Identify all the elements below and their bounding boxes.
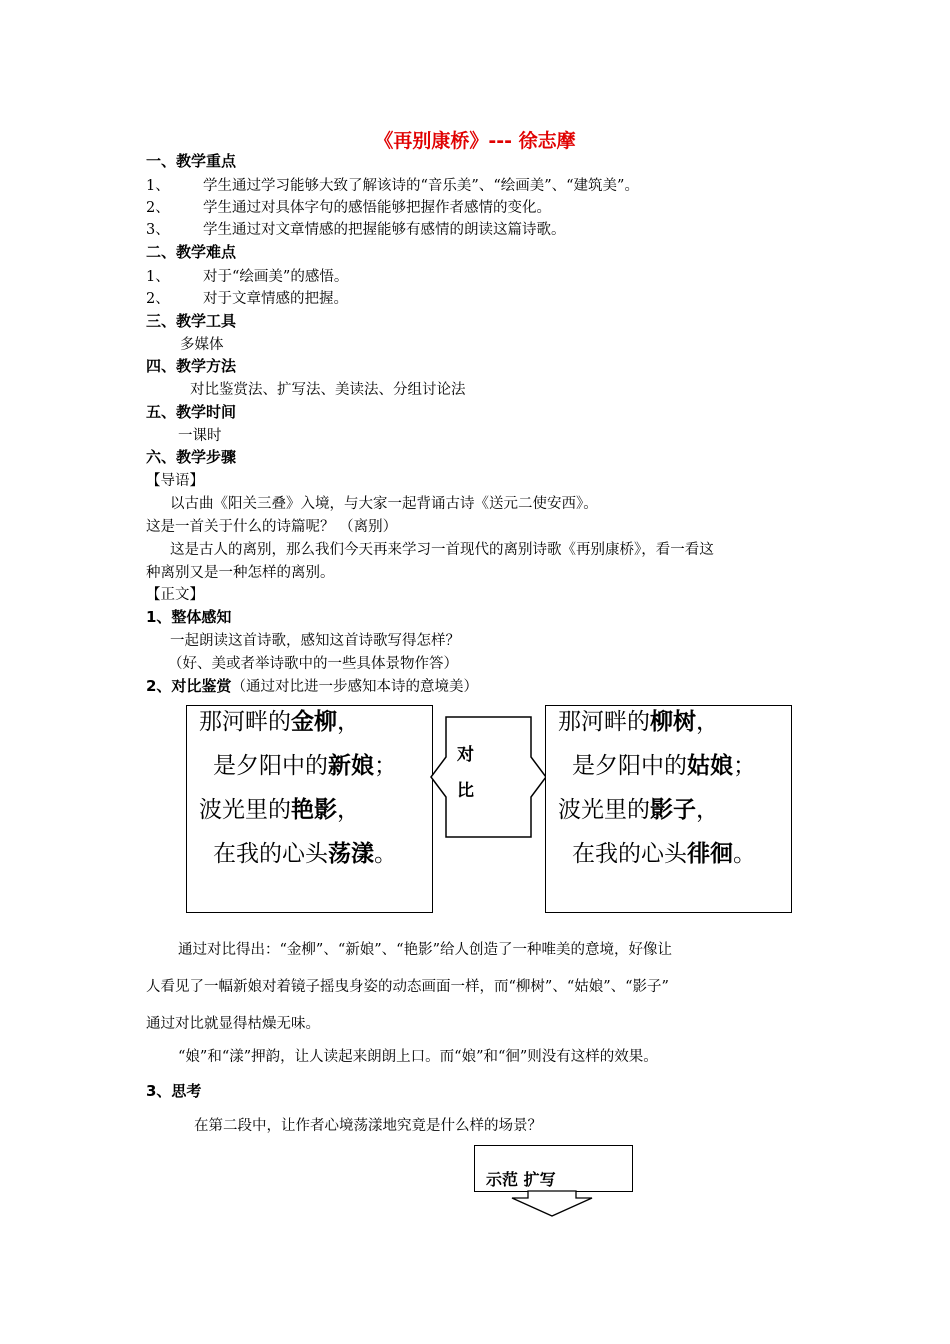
conclusion-paragraph: 人看见了一幅新娘对着镜子摇曳身姿的动态画面一样，而“柳树”、“姑娘”、“影子” bbox=[146, 979, 669, 995]
section-steps-heading: 六、教学步骤 bbox=[146, 448, 237, 466]
poem-line: 是夕阳中的新娘； bbox=[213, 753, 397, 779]
poem-line: 那河畔的柳树， bbox=[558, 709, 719, 735]
poem-line: 那河畔的金柳， bbox=[199, 709, 360, 735]
subsection-heading: 3、思考 bbox=[146, 1082, 202, 1100]
compare-label: 对 bbox=[457, 745, 474, 765]
section-key-points-heading: 一、教学重点 bbox=[146, 152, 237, 170]
section-time-text: 一课时 bbox=[178, 428, 222, 444]
down-arrow-icon bbox=[510, 1190, 594, 1218]
section-methods-heading: 四、教学方法 bbox=[146, 357, 237, 375]
conclusion-paragraph: “娘”和“漾”押韵，让人读起来朗朗上口。而“娘”和“徊”则没有这样的效果。 bbox=[178, 1049, 658, 1065]
intro-tag: 【导语】 bbox=[146, 473, 204, 489]
poem-original bbox=[199, 700, 397, 876]
section-tools-heading: 三、教学工具 bbox=[146, 312, 237, 330]
conclusion-paragraph: 通过对比就显得枯燥无味。 bbox=[146, 1016, 320, 1032]
subsection-heading: 1、整体感知 bbox=[146, 608, 232, 626]
paragraph: （好、美或者举诗歌中的一些具体景物作答） bbox=[168, 656, 458, 672]
paragraph: 一起朗读这首诗歌，感知这首诗歌写得怎样？ bbox=[170, 633, 460, 649]
poem-line: 波光里的艳影， bbox=[199, 797, 360, 823]
poem-modified bbox=[558, 700, 756, 876]
list-item: 对于文章情感的把握。 bbox=[203, 291, 348, 307]
list-item-num: 2、 bbox=[146, 291, 170, 307]
list-item-num: 1、 bbox=[146, 178, 170, 194]
conclusion-paragraph: 通过对比得出：“金柳”、“新娘”、“艳影”给人创造了一种唯美的意境，好像让 bbox=[178, 942, 672, 958]
list-item-num: 2、 bbox=[146, 200, 170, 216]
list-item: 学生通过对具体字句的感悟能够把握作者感情的变化。 bbox=[203, 200, 551, 216]
list-item: 对于“绘画美”的感悟。 bbox=[203, 269, 349, 285]
intro-paragraph: 这是一首关于什么的诗篇呢？ （离别） bbox=[146, 519, 398, 535]
body-tag: 【正文】 bbox=[146, 587, 204, 603]
subsection-heading: 2、对比鉴赏 bbox=[146, 677, 232, 695]
compare-arrow-shape bbox=[428, 712, 550, 842]
poem-line: 是夕阳中的姑娘； bbox=[572, 753, 756, 779]
poem-line: 在我的心头徘徊。 bbox=[572, 841, 756, 867]
intro-paragraph: 种离别又是一种怎样的离别。 bbox=[146, 565, 335, 581]
intro-paragraph: 以古曲《阳关三叠》入境，与大家一起背诵古诗《送元二使安西》。 bbox=[170, 496, 598, 512]
section-tools-text: 多媒体 bbox=[180, 337, 224, 353]
section-methods-text: 对比鉴赏法、扩写法、美读法、分组讨论法 bbox=[190, 382, 466, 398]
paragraph: 在第二段中，让作者心境荡漾地究竟是什么样的场景？ bbox=[194, 1118, 542, 1134]
subsection-compare bbox=[146, 675, 478, 696]
section-time-heading: 五、教学时间 bbox=[146, 403, 237, 421]
page-title: 《再别康桥》--- 徐志摩 bbox=[374, 130, 576, 152]
list-item: 学生通过对文章情感的把握能够有感情的朗读这篇诗歌。 bbox=[203, 222, 566, 238]
intro-paragraph: 这是古人的离别，那么我们今天再来学习一首现代的离别诗歌《再别康桥》，看一看这 bbox=[170, 542, 714, 558]
compare-label: 比 bbox=[457, 781, 474, 801]
section-difficulties-heading: 二、教学难点 bbox=[146, 243, 237, 261]
list-item: 学生通过学习能够大致了解该诗的“音乐美”、“绘画美”、“建筑美”。 bbox=[203, 178, 639, 194]
subsection-note: （通过对比进一步感知本诗的意境美） bbox=[231, 679, 478, 695]
poem-line: 波光里的影子， bbox=[558, 797, 719, 823]
poem-line: 在我的心头荡漾。 bbox=[213, 841, 397, 867]
demo-box-label: 示范 扩写 bbox=[486, 1170, 556, 1189]
list-item-num: 3、 bbox=[146, 222, 170, 238]
list-item-num: 1、 bbox=[146, 269, 170, 285]
